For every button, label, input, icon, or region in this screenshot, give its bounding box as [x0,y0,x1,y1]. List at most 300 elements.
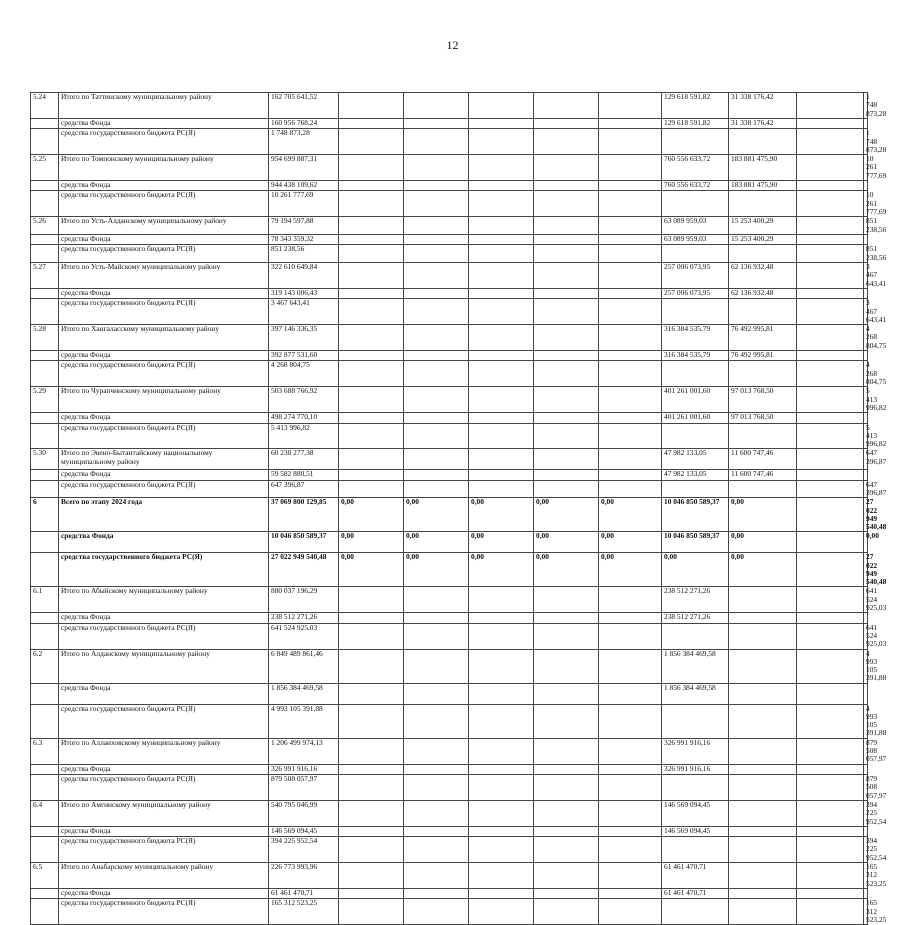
amount-cell [404,288,469,298]
amount-cell: 851 238,56 [269,245,339,263]
amount-cell [662,480,729,498]
amount-cell: 4 268 804,75 [864,361,868,387]
table-row [31,613,868,623]
amount-cell [469,470,534,480]
row-label-cell: Итого по Хангаласскому муниципальному району [59,325,269,351]
amount-cell [599,325,662,351]
amount-cell [339,423,404,449]
table-row [31,361,868,387]
amount-cell [339,288,404,298]
amount-cell: 15 253 400,29 [729,217,797,235]
amount-cell: 0,00 [469,498,534,532]
amount-cell [534,325,599,351]
amount-cell [864,413,868,423]
amount-cell [797,532,864,553]
amount-cell: 1 748 873,28 [269,129,339,155]
amount-cell [662,129,729,155]
amount-cell: 319 143 006,43 [269,288,339,298]
amount-cell [797,262,864,288]
amount-cell [534,288,599,298]
amount-cell [599,288,662,298]
row-label-cell: средства государственного бюджета РС(Я) [59,361,269,387]
amount-cell [599,587,662,613]
amount-cell: 61 461 470,71 [662,863,729,889]
amount-cell [729,764,797,774]
amount-cell [534,649,599,683]
amount-cell: 851 238,56 [864,217,868,235]
amount-cell [599,181,662,191]
amount-cell [534,738,599,764]
row-number-cell [31,288,59,298]
row-number-cell: 5.25 [31,155,59,181]
amount-cell: 37 069 800 129,85 [269,498,339,532]
amount-cell: 954 699 887,31 [269,155,339,181]
amount-cell: 165 312 523,25 [864,863,868,889]
row-number-cell [31,118,59,128]
amount-cell: 129 618 591,82 [662,118,729,128]
row-label-cell: средства государственного бюджета РС(Я) [59,245,269,263]
amount-cell [534,361,599,387]
amount-cell [797,155,864,181]
row-number-cell: 5.30 [31,449,59,470]
table-row [31,587,868,613]
amount-cell [469,325,534,351]
table-row [31,288,868,298]
amount-cell: 31 338 176,42 [729,93,797,119]
amount-cell: 0,00 [599,553,662,587]
amount-cell [469,234,534,244]
amount-cell [864,234,868,244]
amount-cell [469,191,534,217]
row-number-cell [31,480,59,498]
amount-cell [339,649,404,683]
amount-cell: 183 881 475,90 [729,181,797,191]
amount-cell [797,863,864,889]
amount-cell [404,623,469,649]
amount-cell: 760 556 633,72 [662,155,729,181]
amount-cell [404,704,469,738]
amount-cell [339,191,404,217]
amount-cell: 78 343 359,32 [269,234,339,244]
row-label-cell: Итого по Эвено-Бытантайскому национальному муниципальному району [59,449,269,470]
amount-cell: 0,00 [469,532,534,553]
amount-cell: 5 413 996,82 [864,387,868,413]
amount-cell [797,93,864,119]
amount-cell [339,449,404,470]
amount-cell: 11 600 747,46 [729,470,797,480]
amount-cell [729,191,797,217]
amount-cell [404,764,469,774]
amount-cell [469,613,534,623]
amount-cell: 498 274 770,10 [269,413,339,423]
table-row [31,387,868,413]
amount-cell [469,775,534,801]
amount-cell [404,683,469,704]
amount-cell: 129 618 591,82 [662,93,729,119]
amount-cell: 0,00 [469,553,534,587]
amount-cell [534,350,599,360]
amount-cell [404,262,469,288]
row-number-cell [31,532,59,553]
amount-cell [729,613,797,623]
row-number-cell [31,888,59,898]
amount-cell: 394 225 952,54 [864,800,868,826]
amount-cell [599,775,662,801]
amount-cell [339,413,404,423]
amount-cell [599,837,662,863]
row-label-cell: Итого по Усть-Алданскому муниципальному району [59,217,269,235]
row-number-cell [31,683,59,704]
amount-cell [599,423,662,449]
amount-cell: 60 230 277,38 [269,449,339,470]
amount-cell [797,623,864,649]
table-row [31,498,868,532]
amount-cell [599,470,662,480]
amount-cell: 540 795 046,99 [269,800,339,826]
amount-cell [339,704,404,738]
row-number-cell: 6.1 [31,587,59,613]
amount-cell [339,837,404,863]
amount-cell: 647 396,87 [864,480,868,498]
amount-cell [599,800,662,826]
amount-cell [469,623,534,649]
amount-cell [469,350,534,360]
budget-table [30,92,887,925]
amount-cell: 3 467 643,41 [864,262,868,288]
amount-cell [404,480,469,498]
row-label-cell: Итого по Алданскому муниципальному району [59,649,269,683]
amount-cell [599,234,662,244]
amount-cell: 0,00 [404,498,469,532]
amount-cell [534,118,599,128]
amount-cell [404,899,469,925]
row-label-cell: средства государственного бюджета РС(Я) [59,837,269,863]
amount-cell: 0,00 [662,553,729,587]
amount-cell: 0,00 [339,498,404,532]
amount-cell [534,262,599,288]
amount-cell [339,262,404,288]
row-label-cell: Итого по Усть-Майскому муниципальному району [59,262,269,288]
amount-cell: 226 773 993,96 [269,863,339,889]
table-row [31,826,868,836]
amount-cell [599,387,662,413]
amount-cell [599,738,662,764]
amount-cell [599,613,662,623]
table-row [31,93,868,119]
amount-cell [404,181,469,191]
table-row [31,325,868,351]
amount-cell [404,863,469,889]
amount-cell: 10 261 777,69 [864,155,868,181]
row-number-cell [31,764,59,774]
amount-cell: 62 136 932,48 [729,288,797,298]
amount-cell [729,623,797,649]
row-label-cell: средства государственного бюджета РС(Я) [59,623,269,649]
amount-cell [599,191,662,217]
amount-cell [797,245,864,263]
amount-cell [404,470,469,480]
row-label-cell: средства государственного бюджета РС(Я) [59,553,269,587]
amount-cell: 647 396,87 [864,449,868,470]
amount-cell: 1 748 873,28 [864,93,868,119]
amount-cell [469,837,534,863]
amount-cell [469,181,534,191]
row-number-cell [31,234,59,244]
amount-cell: 316 384 535,79 [662,350,729,360]
amount-cell [729,245,797,263]
table-row [31,181,868,191]
amount-cell [797,423,864,449]
table-row [31,553,868,587]
amount-cell: 326 991 916,16 [662,764,729,774]
amount-cell [339,480,404,498]
amount-cell [339,361,404,387]
amount-cell [469,155,534,181]
amount-cell: 394 225 952,54 [864,837,868,863]
amount-cell [729,800,797,826]
amount-cell [469,413,534,423]
table-row [31,704,868,738]
amount-cell: 0,00 [864,532,868,553]
row-number-cell: 6.3 [31,738,59,764]
amount-cell [404,800,469,826]
amount-cell: 10 261 777,69 [864,191,868,217]
amount-cell [599,361,662,387]
amount-cell [534,470,599,480]
amount-cell [469,704,534,738]
row-label-cell: средства Фонда [59,470,269,480]
amount-cell [339,800,404,826]
amount-cell [469,93,534,119]
table-row [31,738,868,764]
amount-cell: 0,00 [729,532,797,553]
amount-cell: 641 524 925,03 [269,623,339,649]
amount-cell: 257 006 073,95 [662,288,729,298]
amount-cell [729,826,797,836]
table-row [31,299,868,325]
row-label-cell: средства государственного бюджета РС(Я) [59,899,269,925]
amount-cell: 879 508 057,97 [269,775,339,801]
amount-cell [797,775,864,801]
table-row [31,837,868,863]
row-number-cell [31,553,59,587]
amount-cell: 0,00 [599,532,662,553]
amount-cell [729,649,797,683]
amount-cell [469,800,534,826]
amount-cell [797,181,864,191]
amount-cell [469,649,534,683]
amount-cell: 183 881 475,90 [729,155,797,181]
amount-cell [404,118,469,128]
amount-cell [599,649,662,683]
table-row [31,129,868,155]
table-row [31,234,868,244]
amount-cell [797,764,864,774]
amount-cell: 4 993 105 391,88 [269,704,339,738]
amount-cell [339,764,404,774]
amount-cell [534,449,599,470]
amount-cell: 0,00 [729,553,797,587]
amount-cell [797,449,864,470]
amount-cell: 3 467 643,41 [269,299,339,325]
amount-cell [534,775,599,801]
amount-cell [339,613,404,623]
amount-cell [729,899,797,925]
amount-cell: 160 956 768,24 [269,118,339,128]
amount-cell [599,826,662,836]
amount-cell [339,299,404,325]
amount-cell [797,480,864,498]
row-number-cell [31,129,59,155]
amount-cell [404,325,469,351]
amount-cell [534,623,599,649]
row-label-cell: средства государственного бюджета РС(Я) [59,704,269,738]
table-row [31,191,868,217]
amount-cell [797,553,864,587]
amount-cell [797,288,864,298]
amount-cell [404,350,469,360]
row-number-cell [31,775,59,801]
amount-cell [339,775,404,801]
amount-cell [864,683,868,704]
amount-cell: 238 512 271,26 [662,587,729,613]
amount-cell [339,738,404,764]
amount-cell [729,837,797,863]
amount-cell [534,480,599,498]
amount-cell [599,683,662,704]
amount-cell [404,888,469,898]
row-label-cell: средства государственного бюджета РС(Я) [59,299,269,325]
amount-cell [864,470,868,480]
amount-cell: 146 569 094,45 [269,826,339,836]
amount-cell [339,899,404,925]
amount-cell [864,350,868,360]
amount-cell: 326 991 916,16 [662,738,729,764]
row-number-cell: 6.2 [31,649,59,683]
amount-cell [599,863,662,889]
amount-cell [534,683,599,704]
amount-cell: 63 089 959,03 [662,217,729,235]
page-number: 12 [446,38,459,52]
amount-cell [599,245,662,263]
amount-cell [534,245,599,263]
amount-cell: 4 268 804,75 [269,361,339,387]
amount-cell [404,361,469,387]
amount-cell [534,837,599,863]
row-label-cell: средства Фонда [59,234,269,244]
row-number-cell [31,423,59,449]
row-label-cell: средства Фонда [59,118,269,128]
amount-cell: 146 569 094,45 [662,826,729,836]
amount-cell [599,704,662,738]
amount-cell [797,217,864,235]
amount-cell: 10 046 850 589,37 [662,532,729,553]
amount-cell [599,449,662,470]
amount-cell [534,155,599,181]
amount-cell [599,299,662,325]
table-row [31,155,868,181]
amount-cell [469,262,534,288]
amount-cell [404,234,469,244]
amount-cell [797,413,864,423]
amount-cell: 238 512 271,26 [662,613,729,623]
amount-cell [797,587,864,613]
amount-cell [662,775,729,801]
amount-cell [599,129,662,155]
row-number-cell [31,899,59,925]
amount-cell [797,683,864,704]
amount-cell: 1 856 384 469,58 [662,683,729,704]
amount-cell: 47 982 133,05 [662,449,729,470]
amount-cell: 27 022 949 540,48 [864,553,868,587]
amount-cell: 641 524 925,03 [864,587,868,613]
amount-cell [797,649,864,683]
amount-cell [534,587,599,613]
row-number-cell: 5.27 [31,262,59,288]
amount-cell [864,764,868,774]
amount-cell [599,217,662,235]
amount-cell [534,863,599,889]
amount-cell [339,470,404,480]
amount-cell: 4 268 804,75 [864,325,868,351]
amount-cell [662,899,729,925]
row-label-cell: Итого по Чурапчинскому муниципальному району [59,387,269,413]
amount-cell [599,413,662,423]
amount-cell [469,387,534,413]
table-row [31,118,868,128]
amount-cell: 15 253 400,29 [729,234,797,244]
row-number-cell [31,361,59,387]
row-label-cell: средства Фонда [59,181,269,191]
amount-cell: 0,00 [339,532,404,553]
amount-cell [339,387,404,413]
amount-cell [339,683,404,704]
amount-cell: 63 089 959,03 [662,234,729,244]
row-label-cell: Итого по Анабарскому муниципальному району [59,863,269,889]
amount-cell [469,129,534,155]
amount-cell: 401 261 001,60 [662,413,729,423]
row-number-cell: 6 [31,498,59,532]
amount-cell [404,649,469,683]
amount-cell [339,118,404,128]
amount-cell: 641 524 925,03 [864,623,868,649]
row-label-cell: Итого по Абыйскому муниципальному району [59,587,269,613]
amount-cell [469,288,534,298]
row-label-cell: средства Фонда [59,532,269,553]
row-number-cell [31,613,59,623]
row-number-cell [31,623,59,649]
amount-cell [662,837,729,863]
amount-cell [339,245,404,263]
amount-cell: 10 046 850 589,37 [269,532,339,553]
amount-cell [339,325,404,351]
amount-cell: 879 508 057,97 [864,775,868,801]
amount-cell [729,704,797,738]
amount-cell [534,217,599,235]
amount-cell [339,129,404,155]
amount-cell [404,423,469,449]
amount-cell [797,498,864,532]
amount-cell: 851 238,56 [864,245,868,263]
amount-cell [662,191,729,217]
amount-cell [469,361,534,387]
table-row [31,649,868,683]
table-row [31,262,868,288]
amount-cell [599,480,662,498]
amount-cell [729,129,797,155]
amount-cell [404,587,469,613]
amount-cell: 3 467 643,41 [864,299,868,325]
